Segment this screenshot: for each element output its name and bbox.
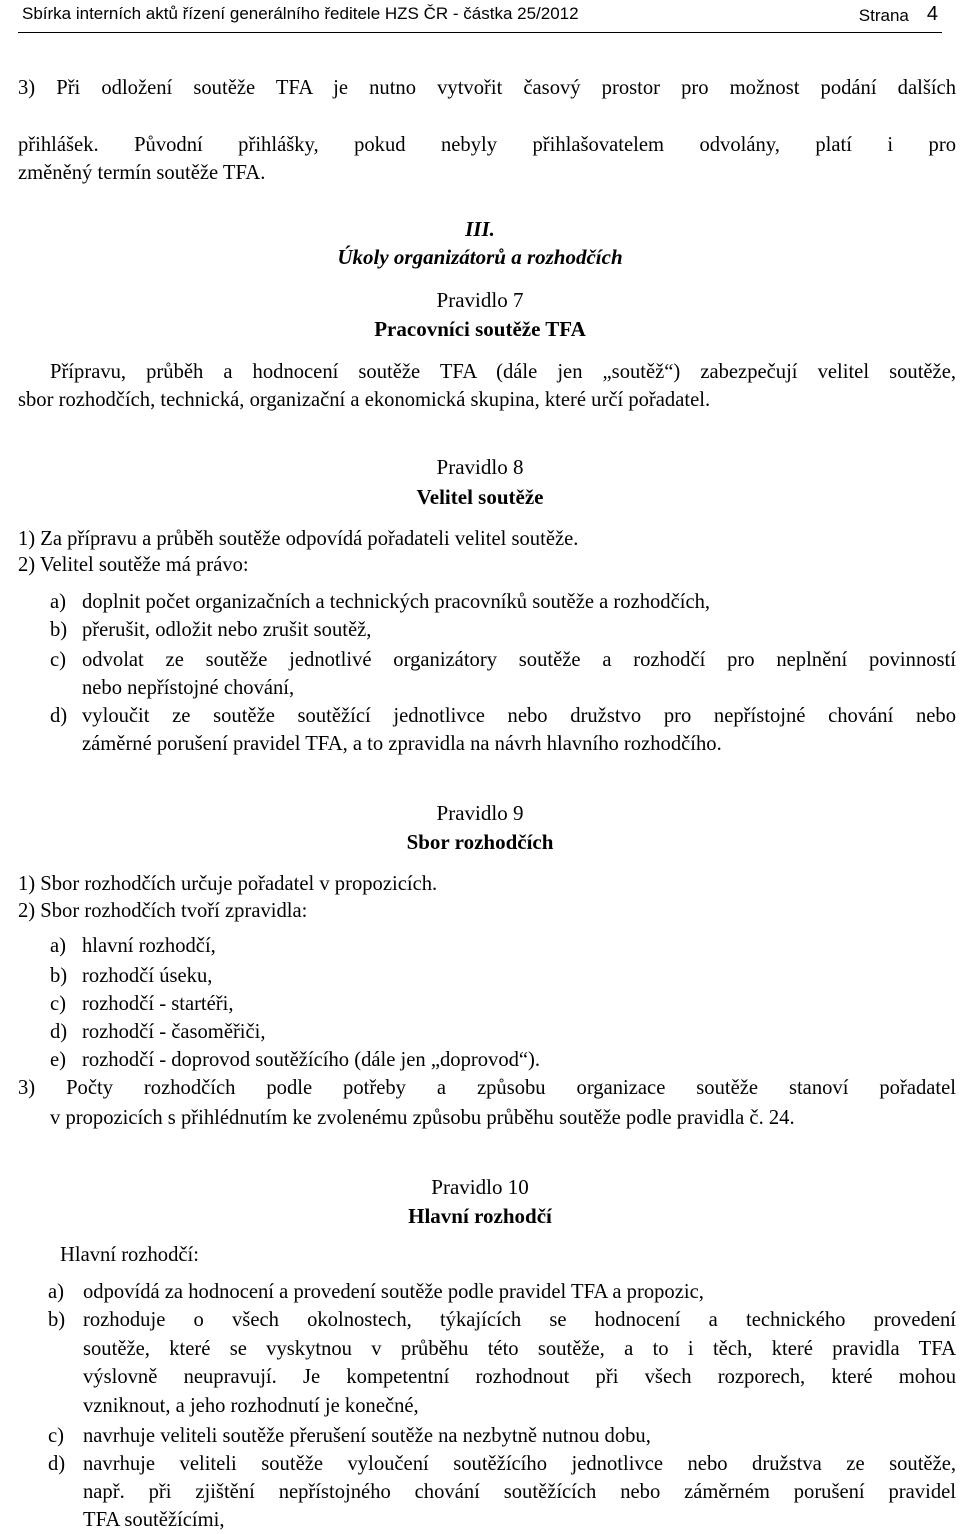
rule-10-label: Pravidlo 10 bbox=[431, 1175, 529, 1199]
rule-9-item-a: a) hlavní rozhodčí, bbox=[50, 935, 216, 957]
rule-10-item-d-line-2: např. při zjištění nepřístojného chování soutěžících nebo záměrném porušení pravidel bbox=[83, 1481, 956, 1503]
page-number: 4 bbox=[926, 3, 938, 25]
intro-line-2: přihlášek. Původní přihlášky, pokud nebyly přihlašovatelem odvolány, platí i pro bbox=[18, 134, 956, 156]
rule-10-item-d-line-3: TFA soutěžícími, bbox=[83, 1509, 225, 1531]
section-number: III. bbox=[465, 217, 495, 241]
document-title: Sbírka interních aktů řízení generálního ředitele HZS ČR - částka 25/2012 bbox=[22, 4, 579, 23]
page-indicator bbox=[859, 4, 938, 27]
intro-line-3: změněný termín soutěže TFA. bbox=[18, 162, 266, 184]
rule-10-item-b-line-2: soutěže, které se vyskytnou v průběhu této soutěže, a to i těch, které pravidla TFA bbox=[83, 1338, 956, 1360]
rule-8-item-c: c) bbox=[50, 649, 66, 671]
page-header bbox=[18, 0, 942, 33]
rule-9-item-c: c) rozhodčí - startéři, bbox=[50, 993, 234, 1015]
rule-9-para-2: 2) Sbor rozhodčích tvoří zpravidla: bbox=[18, 900, 308, 922]
rule-8-item-a: a) doplnit počet organizačních a technických pracovníků soutěže a rozhodčích, bbox=[50, 591, 711, 613]
rule-10-item-c: c) navrhuje veliteli soutěže přerušení soutěže na nezbytně nutnou dobu, bbox=[48, 1425, 651, 1447]
rule-10-item-b-line-3: výslovně neupravují. Je kompetentní rozhodnout při všech rozporech, které mohou bbox=[83, 1366, 956, 1388]
intro-line-1: 3) Při odložení soutěže TFA je nutno vytvořit časový prostor pro možnost podání dalších bbox=[18, 77, 956, 99]
rule-8-item-d: d) bbox=[50, 705, 68, 727]
rule-9-para-3-line-2: v propozicích s přihlédnutím ke zvolenému způsobu průběhu soutěže podle pravidla č. 24. bbox=[50, 1107, 795, 1129]
rule-8-para-2: 2) Velitel soutěže má právo: bbox=[18, 554, 249, 576]
rule-8-item-b: b) přerušit, odložit nebo zrušit soutěž, bbox=[50, 619, 372, 641]
page-label: Strana bbox=[858, 6, 909, 25]
rule-7-label: Pravidlo 7 bbox=[436, 288, 524, 312]
rule-8-item-d-line-2: záměrné porušení pravidel TFA, a to zpravidla na návrh hlavního rozhodčího. bbox=[82, 733, 722, 755]
section-title: Úkoly organizátorů a rozhodčích bbox=[337, 245, 623, 269]
rule-9-title: Sbor rozhodčích bbox=[406, 830, 554, 854]
rule-9-label: Pravidlo 9 bbox=[436, 801, 524, 825]
rule-10-item-d: d) bbox=[48, 1453, 66, 1475]
rule-10-item-b-line-1: rozhoduje o všech okolnostech, týkajících se hodnocení a technického provedení bbox=[83, 1309, 956, 1331]
rule-8-para-1: 1) Za přípravu a průběh soutěže odpovídá pořadateli velitel soutěže. bbox=[18, 528, 579, 550]
rule-10-item-d-line-1: navrhuje veliteli soutěže vyloučení soutěžícího jednotlivce nebo družstva ze soutěže, bbox=[83, 1453, 956, 1475]
rule-9-item-e: e) rozhodčí - doprovod soutěžícího (dále jen „doprovod“). bbox=[50, 1049, 541, 1071]
rule-8-item-d-line-1: vyloučit ze soutěže soutěžící jednotlivce nebo družstvo pro nepřístojné chování nebo bbox=[82, 705, 956, 727]
rule-8-item-c-line-2: nebo nepřístojné chování, bbox=[82, 677, 295, 699]
rule-9-para-1: 1) Sbor rozhodčích určuje pořadatel v propozicích. bbox=[18, 873, 438, 895]
rule-10-intro: Hlavní rozhodčí: bbox=[60, 1244, 199, 1266]
rule-9-para-3-line-1: 3) Počty rozhodčích podle potřeby a způsobu organizace soutěže stanoví pořadatel bbox=[18, 1077, 956, 1099]
rule-10-title: Hlavní rozhodčí bbox=[408, 1204, 552, 1228]
rule-10-item-b: b) bbox=[48, 1309, 66, 1331]
rule-10-item-a: a) odpovídá za hodnocení a provedení soutěže podle pravidel TFA a propozic, bbox=[48, 1281, 704, 1303]
rule-7-line-2: sbor rozhodčích, technická, organizační a ekonomická skupina, které určí pořadatel. bbox=[18, 389, 711, 411]
rule-10-item-b-line-4: vzniknout, a jeho rozhodnutí je konečné, bbox=[83, 1395, 419, 1417]
rule-8-item-c-line-1: odvolat ze soutěže jednotlivé organizátory soutěže a rozhodčí pro neplnění povinností bbox=[82, 649, 956, 671]
rule-9-item-b: b) rozhodčí úseku, bbox=[50, 965, 213, 987]
rule-9-item-d: d) rozhodčí - časoměřiči, bbox=[50, 1021, 266, 1043]
rule-8-title: Velitel soutěže bbox=[416, 485, 544, 509]
rule-8-label: Pravidlo 8 bbox=[436, 455, 524, 479]
rule-7-title: Pracovníci soutěže TFA bbox=[374, 317, 586, 341]
rule-7-line-1: Přípravu, průběh a hodnocení soutěže TFA (dále jen „soutěž“) zabezpečují velitel soutěže, bbox=[50, 361, 956, 383]
